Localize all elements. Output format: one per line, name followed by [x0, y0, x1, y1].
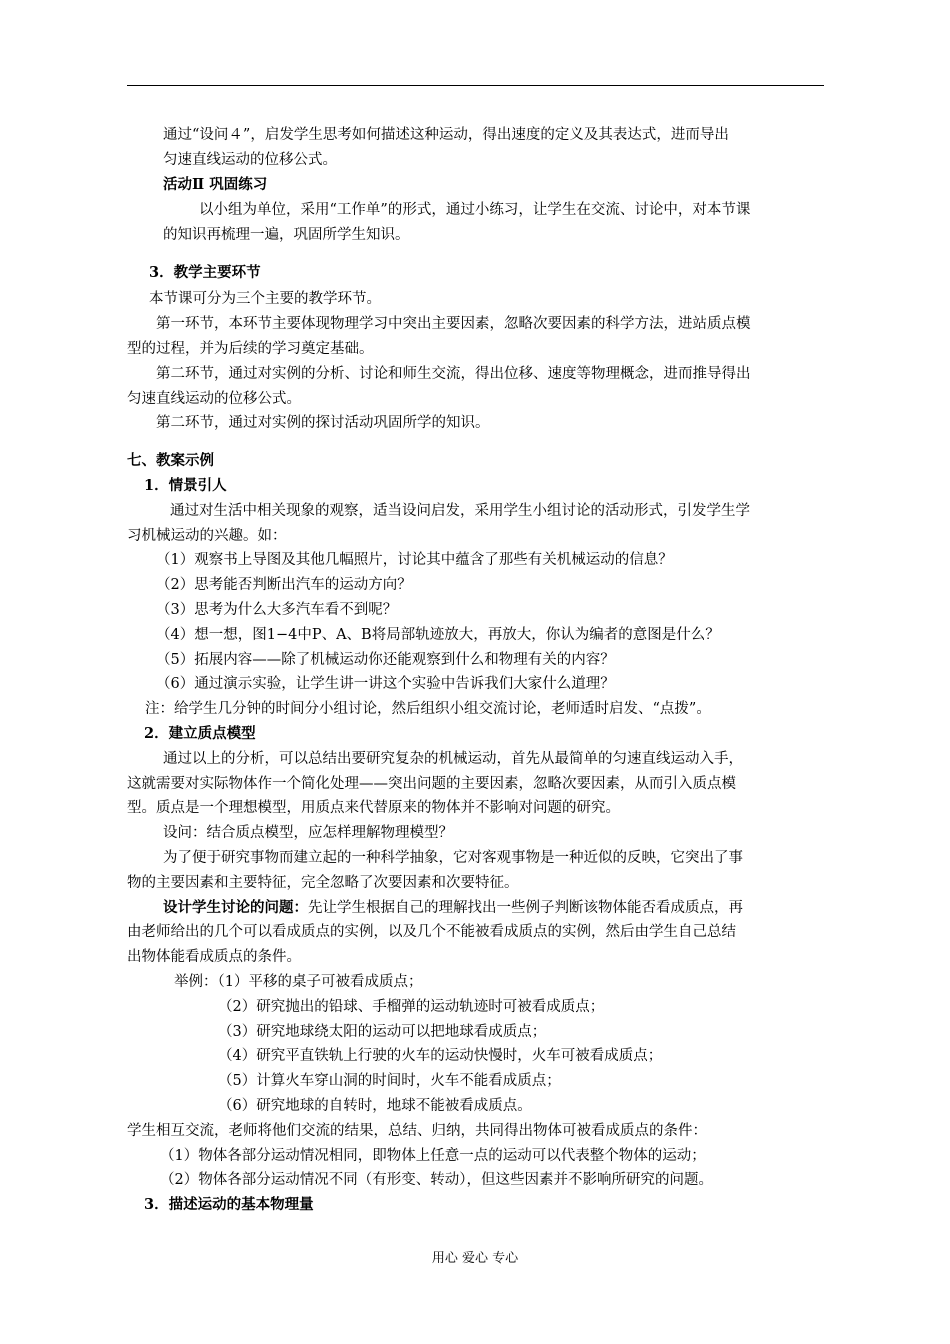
paragraph-line: 的知识再梳理一遍，巩固所学生知识。 — [163, 227, 410, 243]
paragraph-line: 由老师给出的几个可以看成质点的实例，以及几个不能被看成质点的实例，然后由学生自己总结 — [127, 924, 736, 940]
paragraph-line: 通过“设问４”，启发学生思考如何描述这种运动，得出速度的定义及其表达式，进而导出 — [163, 127, 729, 143]
list-item: （6）通过演示实验，让学生讲一讲这个实验中告诉我们大家什么道理？ — [156, 676, 615, 692]
paragraph-line: 匀速直线运动的位移公式。 — [127, 391, 301, 407]
chapter-heading: 七、教案示例 — [127, 452, 214, 469]
paragraph-line: 出物体能看成质点的条件。 — [127, 949, 301, 965]
paragraph-line: 型。质点是一个理想模型，用质点来代替原来的物体并不影响对问题的研究。 — [127, 800, 620, 816]
paragraph-line: 这就需要对实际物体作一个简化处理——突出问题的主要因素，忽略次要因素，从而引入质点模 — [127, 776, 736, 792]
note-line: 注：给学生几分钟的时间分小组讨论，然后组织小组交流讨论，老师适时启发、“点拨”。 — [145, 701, 711, 717]
paragraph-line: 为了便于研究事物而建立起的一种科学抽象，它对客观事物是一种近似的反映，它突出了事 — [163, 850, 743, 866]
paragraph-line: 第二环节，通过对实例的探讨活动巩固所学的知识。 — [156, 415, 490, 431]
section-heading: 3．描述运动的基本物理量 — [144, 1196, 314, 1213]
list-item: （4）想一想，图1−4中P、A、B将局部轨迹放大，再放大，你认为编者的意图是什么？ — [156, 627, 720, 643]
paragraph-line: 物的主要因素和主要特征，完全忽略了次要因素和次要特征。 — [127, 875, 519, 891]
paragraph-line: 第一环节，本环节主要体现物理学习中突出主要因素，忽略次要因素的科学方法，进站质点模 — [156, 316, 751, 332]
example-item: （2）研究抛出的铅球、手榴弹的运动轨迹时可被看成质点； — [218, 999, 605, 1015]
header-rule — [127, 85, 824, 86]
example-item: （5）计算火车穿山洞的时间时，火车不能看成质点； — [218, 1073, 561, 1089]
page-footer: 用心 爱心 专心 — [431, 1251, 519, 1266]
paragraph-line: 通过对生活中相关现象的观察，适当设问启发，采用学生小组讨论的活动形式，引发学生学 — [170, 503, 750, 519]
example-item: （3）研究地球绕太阳的运动可以把地球看成质点； — [218, 1024, 547, 1040]
paragraph-line — [163, 898, 743, 918]
paragraph-line: 本节课可分为三个主要的教学环节。 — [149, 291, 381, 307]
section-heading: 2．建立质点模型 — [144, 725, 256, 742]
paragraph-line: 型的过程，并为后续的学习奠定基础。 — [127, 341, 374, 357]
activity-heading: 活动Ⅱ 巩固练习 — [163, 176, 268, 193]
example-item: （6）研究地球的自转时，地球不能被看成质点。 — [218, 1098, 532, 1114]
example-item: 举例：（1）平移的桌子可被看成质点； — [174, 974, 423, 990]
section-heading: 1．情景引人 — [144, 477, 227, 494]
list-item: （5）拓展内容——除了机械运动你还能观察到什么和物理有关的内容？ — [156, 652, 615, 668]
section-heading: 3．教学主要环节 — [149, 264, 261, 281]
list-item: （3）思考为什么大多汽车看不到呢？ — [156, 602, 398, 618]
condition-item: （2）物体各部分运动情况不同（有形变、转动），但这些因素并不影响所研究的问题。 — [160, 1172, 713, 1188]
discussion-text: 先让学生根据自己的理解找出一些例子判断该物体能否看成质点，再 — [308, 900, 743, 916]
paragraph-line: 以小组为单位，采用“工作单”的形式，通过小练习，让学生在交流、讨论中，对本节课 — [199, 202, 751, 218]
example-item: （4）研究平直铁轨上行驶的火车的运动快慢时，火车可被看成质点； — [218, 1048, 663, 1064]
paragraph-line: 第二环节，通过对实例的分析、讨论和师生交流，得出位移、速度等物理概念，进而推导得出 — [156, 366, 751, 382]
paragraph-line: 学生相互交流，老师将他们交流的结果，总结、归纳，共同得出物体可被看成质点的条件： — [127, 1123, 707, 1139]
condition-item: （1）物体各部分运动情况相同，即物体上任意一点的运动可以代表整个物体的运动； — [160, 1148, 706, 1164]
discussion-label: 设计学生讨论的问题： — [163, 899, 308, 916]
paragraph-line: 设问：结合质点模型，应怎样理解物理模型？ — [163, 825, 453, 841]
paragraph-line: 匀速直线运动的位移公式。 — [163, 152, 337, 168]
paragraph-line: 习机械运动的兴趣。如： — [127, 528, 287, 544]
list-item: （1）观察书上导图及其他几幅照片，讨论其中蕴含了那些有关机械运动的信息？ — [156, 552, 673, 568]
paragraph-line: 通过以上的分析，可以总结出要研究复杂的机械运动，首先从最简单的匀速直线运动入手， — [163, 751, 743, 767]
list-item: （2）思考能否判断出汽车的运动方向？ — [156, 577, 412, 593]
